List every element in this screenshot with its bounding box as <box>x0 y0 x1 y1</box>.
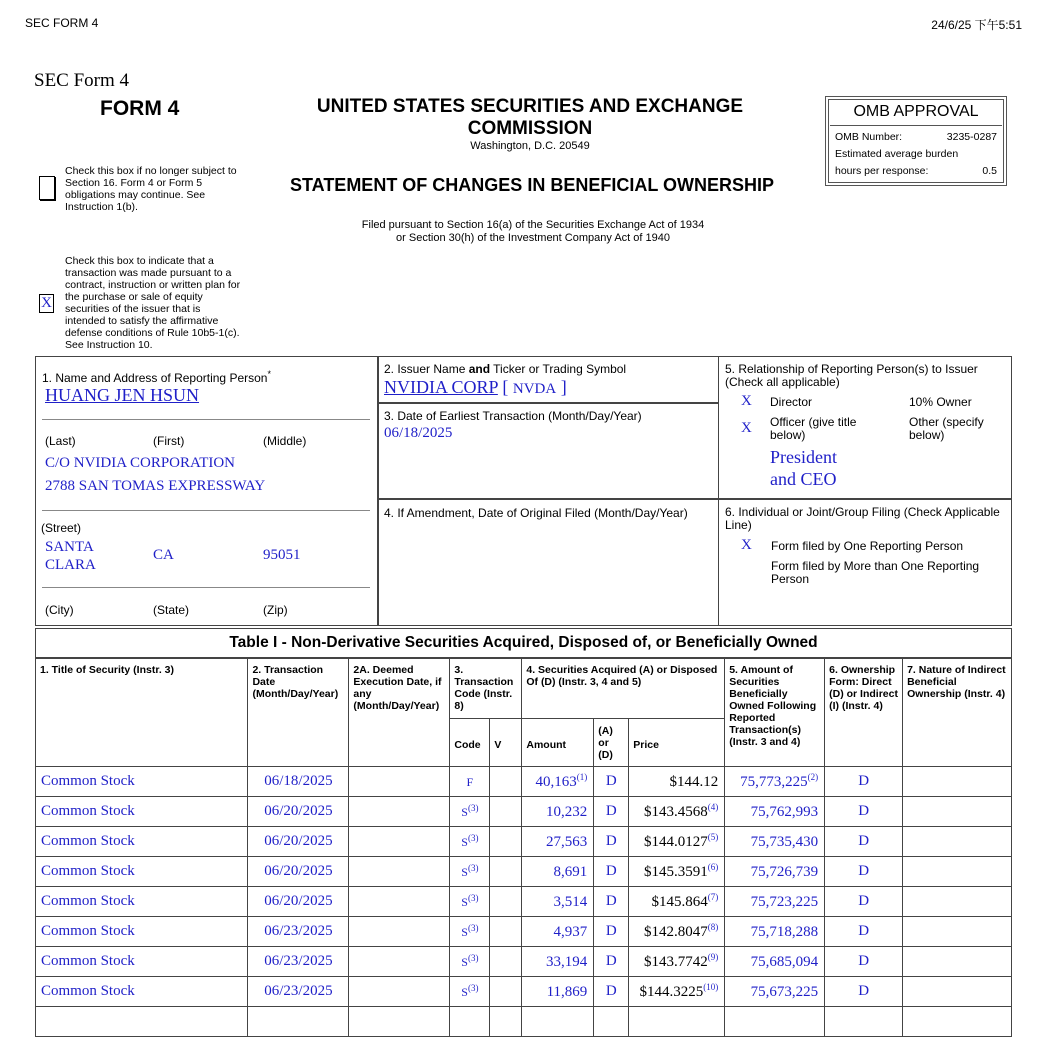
code-footnote: (3) <box>467 893 479 903</box>
v-cell <box>490 917 522 947</box>
deemed-date-cell <box>349 917 450 947</box>
table-row <box>36 797 1012 827</box>
amount-value: 10,232 <box>546 804 588 820</box>
col-aord-header: (A) or (D) <box>594 719 629 767</box>
v-cell <box>490 887 522 917</box>
code-cell <box>450 827 490 857</box>
print-header-timestamp: 24/6/25 下午5:51 <box>931 18 1022 32</box>
price-cell <box>629 827 725 857</box>
ownership-form-cell: D <box>825 947 903 977</box>
transaction-date-cell: 06/23/2025 <box>248 917 349 947</box>
one-person-label: Form filed by One Reporting Person <box>771 539 964 553</box>
reporting-person-name-link[interactable]: HUANG JEN HSUN <box>45 385 200 405</box>
aord-cell: D <box>594 827 629 857</box>
officer-label: Officer (give title below) <box>770 415 857 442</box>
omb-hours-row <box>835 165 997 177</box>
table-row <box>36 857 1012 887</box>
filed-line-1: Filed pursuant to Section 16(a) of the Securities Exchange Act of 1934 <box>361 219 705 231</box>
city-line-1: SANTA <box>45 539 94 555</box>
col-deemed-date-header: 2A. Deemed Execution Date, if any (Month/Day/Year) <box>349 659 450 767</box>
table-row <box>36 887 1012 917</box>
aord-cell: D <box>594 947 629 977</box>
code-footnote: (3) <box>467 803 479 813</box>
ticker-symbol: NVDA <box>512 381 557 397</box>
earliest-transaction-label: 3. Date of Earliest Transaction (Month/Day/Year) <box>384 409 642 423</box>
transaction-date-cell: 06/20/2025 <box>248 857 349 887</box>
table-row <box>36 827 1012 857</box>
omb-number-value: 3235-0287 <box>946 131 997 143</box>
v-cell <box>490 857 522 887</box>
ownership-form-cell: D <box>825 977 903 1007</box>
code-cell <box>450 797 490 827</box>
city-label: (City) <box>45 603 74 617</box>
security-title-link[interactable]: Common Stock <box>41 893 135 909</box>
relationship-sublabel: (Check all applicable) <box>725 375 840 389</box>
amount-owned-value: 75,723,225 <box>750 894 819 910</box>
ticker-bracket-open: [ <box>502 377 509 397</box>
amount-cell <box>522 887 594 917</box>
code-value: S <box>461 985 468 999</box>
omb-number-row <box>835 131 997 143</box>
amount-cell <box>522 947 594 977</box>
amount-cell <box>522 977 594 1007</box>
amount-owned-value: 75,673,225 <box>750 984 819 1000</box>
code-footnote: (3) <box>467 923 479 933</box>
omb-number-label: OMB Number: <box>835 131 903 143</box>
price-value: $143.7742 <box>643 954 708 970</box>
price-footnote: (10) <box>703 982 719 992</box>
price-cell <box>629 797 725 827</box>
amount-owned-value: 75,685,094 <box>750 954 819 970</box>
city-line-2: CLARA <box>45 557 96 573</box>
col-v-header: V <box>490 719 522 767</box>
code-value: S <box>461 805 468 819</box>
col-amount-header: Amount <box>522 719 594 767</box>
code-value: S <box>461 955 468 969</box>
print-header-title: SEC FORM 4 <box>25 16 99 30</box>
officer-title-line-1: President <box>770 447 837 467</box>
nature-cell <box>903 977 1012 1007</box>
one-person-mark: X <box>741 537 752 553</box>
amount-owned-cell <box>725 767 825 797</box>
security-title-link[interactable]: Common Stock <box>41 803 135 819</box>
price-footnote: (5) <box>707 832 719 842</box>
amount-cell <box>522 827 594 857</box>
code-value: F <box>466 775 474 789</box>
amount-owned-cell <box>725 887 825 917</box>
sec-form-label: SEC Form 4 <box>34 70 130 91</box>
code-cell <box>450 947 490 977</box>
nature-cell <box>903 827 1012 857</box>
transaction-date-cell: 06/23/2025 <box>248 977 349 1007</box>
amount-owned-value: 75,718,288 <box>750 924 819 940</box>
transaction-date-cell: 06/20/2025 <box>248 887 349 917</box>
amount-value: 4,937 <box>553 924 588 940</box>
price-value: $144.0127 <box>643 834 708 850</box>
aord-cell: D <box>594 917 629 947</box>
code-value: S <box>461 895 468 909</box>
officer-mark: X <box>741 420 752 436</box>
transaction-date-cell: 06/18/2025 <box>248 767 349 797</box>
nature-cell <box>903 857 1012 887</box>
other-label: Other (specify below) <box>909 415 984 442</box>
price-value: $143.4568 <box>643 804 708 820</box>
issuer-value <box>384 377 567 398</box>
middle-label: (Middle) <box>263 434 307 448</box>
ten-percent-owner-label: 10% Owner <box>909 395 972 409</box>
security-title-cell <box>36 977 248 1007</box>
price-value: $142.8047 <box>643 924 708 940</box>
deemed-date-cell <box>349 767 450 797</box>
amount-owned-cell <box>725 797 825 827</box>
security-title-link[interactable]: Common Stock <box>41 863 135 879</box>
filing-box <box>718 498 1012 626</box>
price-cell <box>629 887 725 917</box>
issuer-label: 2. Issuer Name and Ticker or Trading Symbol <box>384 362 627 376</box>
code-value: S <box>461 865 468 879</box>
deemed-date-cell <box>349 887 450 917</box>
earliest-transaction-date: 06/18/2025 <box>384 425 453 441</box>
ownership-form-cell: D <box>825 887 903 917</box>
aord-cell: D <box>594 857 629 887</box>
v-cell <box>490 947 522 977</box>
state-label: (State) <box>153 603 190 617</box>
first-label: (First) <box>153 434 185 448</box>
omb-hours-label: hours per response: <box>835 165 929 177</box>
zip-value: 95051 <box>263 547 301 563</box>
table-row <box>36 767 1012 797</box>
code-cell <box>450 767 490 797</box>
omb-divider <box>830 125 1002 126</box>
street-rule <box>42 510 370 511</box>
security-title-cell <box>36 857 248 887</box>
aord-cell: D <box>594 797 629 827</box>
form-title: FORM 4 <box>100 97 180 120</box>
ticker-bracket-close: ] <box>560 377 567 397</box>
nature-cell <box>903 887 1012 917</box>
security-title-link[interactable]: Common Stock <box>41 983 135 999</box>
amount-cell <box>522 857 594 887</box>
state-value: CA <box>153 547 174 563</box>
more-person-label: Form filed by More than One Reporting Person <box>771 559 980 586</box>
price-value: $144.3225 <box>639 984 704 1000</box>
code-footnote: (3) <box>467 863 479 873</box>
table-row <box>36 947 1012 977</box>
filed-pursuant <box>300 219 766 245</box>
agency-line-2: COMMISSION <box>467 118 593 139</box>
col-ownership-form-header: 6. Ownership Form: Direct (D) or Indirect (I) (Instr. 4) <box>825 659 903 767</box>
col-date-header: 2. Transaction Date (Month/Day/Year) <box>248 659 349 767</box>
amount-owned-cell <box>725 827 825 857</box>
officer-title <box>770 446 837 490</box>
ownership-form-cell: D <box>825 857 903 887</box>
v-cell <box>490 797 522 827</box>
issuer-name-link[interactable]: NVIDIA CORP <box>384 377 498 397</box>
price-value: $144.12 <box>669 774 719 790</box>
amount-owned-value: 75,762,993 <box>750 804 819 820</box>
agency-name <box>300 96 760 140</box>
name-rule <box>42 419 370 420</box>
omb-approval-box <box>825 96 1007 186</box>
amount-cell <box>522 767 594 797</box>
reporting-person-box <box>35 356 379 626</box>
security-title-cell <box>36 827 248 857</box>
aord-cell: D <box>594 887 629 917</box>
col-price-header: Price <box>629 719 725 767</box>
amount-value: 40,163 <box>535 774 577 790</box>
price-footnote: (8) <box>707 922 719 932</box>
nature-cell <box>903 947 1012 977</box>
price-cell <box>629 977 725 1007</box>
amendment-box <box>377 498 719 626</box>
code-footnote: (3) <box>467 833 479 843</box>
amount-owned-cell <box>725 917 825 947</box>
deemed-date-cell <box>349 947 450 977</box>
aord-cell: D <box>594 977 629 1007</box>
security-title-cell <box>36 887 248 917</box>
amount-owned-cell <box>725 977 825 1007</box>
city-rule <box>42 587 370 588</box>
security-title-cell <box>36 947 248 977</box>
col-title-header: 1. Title of Security (Instr. 3) <box>36 659 248 767</box>
deemed-date-cell <box>349 827 450 857</box>
section16-checkbox[interactable] <box>39 176 55 200</box>
rule10b5-text: Check this box to indicate that a transaction was made pursuant to a contract, instruction or written plan for the purchase or sale of equity securities of the issuer that is intended to satisfy the affirmative defense conditions of Rule 10b5-1(c). See Instruction 10. <box>65 255 241 351</box>
earliest-transaction-box <box>377 402 719 500</box>
v-cell <box>490 767 522 797</box>
price-cell <box>629 767 725 797</box>
security-title-link[interactable]: Common Stock <box>41 953 135 969</box>
table-row <box>36 917 1012 947</box>
security-title-cell <box>36 767 248 797</box>
ownership-form-cell: D <box>825 917 903 947</box>
col-amount-owned-header: 5. Amount of Securities Beneficially Owned Following Reported Transaction(s) (Instr. 3 and 4) <box>725 659 825 767</box>
code-cell <box>450 857 490 887</box>
table1-title: Table I - Non-Derivative Securities Acquired, Disposed of, or Beneficially Owned <box>35 628 1012 658</box>
agency-line-1: UNITED STATES SECURITIES AND EXCHANGE <box>316 96 744 117</box>
director-label: Director <box>770 395 813 409</box>
code-cell <box>450 977 490 1007</box>
v-cell <box>490 827 522 857</box>
amount-owned-value: 75,735,430 <box>750 834 819 850</box>
amount-value: 11,869 <box>546 984 588 1000</box>
table-row <box>36 977 1012 1007</box>
transaction-date-cell: 06/20/2025 <box>248 827 349 857</box>
security-title-link[interactable]: Common Stock <box>41 773 135 789</box>
omb-hours-value: 0.5 <box>982 165 997 177</box>
price-footnote: (6) <box>707 862 719 872</box>
transaction-date-cell: 06/23/2025 <box>248 947 349 977</box>
ownership-form-cell: D <box>825 797 903 827</box>
security-title-cell <box>36 797 248 827</box>
price-footnote: (9) <box>707 952 719 962</box>
zip-label: (Zip) <box>263 603 288 617</box>
last-label: (Last) <box>45 434 76 448</box>
price-value: $145.864 <box>651 894 708 910</box>
code-cell <box>450 887 490 917</box>
code-value: S <box>461 835 468 849</box>
nature-cell <box>903 797 1012 827</box>
amount-owned-value: 75,773,225 <box>740 774 808 790</box>
omb-title: OMB APPROVAL <box>853 103 979 120</box>
deemed-date-cell <box>349 857 450 887</box>
code-footnote: (3) <box>467 953 479 963</box>
amendment-label: 4. If Amendment, Date of Original Filed (Month/Day/Year) <box>384 506 688 520</box>
nature-cell <box>903 917 1012 947</box>
filing-label: 6. Individual or Joint/Group Filing (Check Applicable Line) <box>725 505 1000 532</box>
amount-owned-cell <box>725 947 825 977</box>
amount-value: 27,563 <box>546 834 588 850</box>
price-footnote: (4) <box>707 802 719 812</box>
amount-owned-footnote: (2) <box>807 772 819 782</box>
section16-text: Check this box if no longer subject to Section 16. Form 4 or Form 5 obligations may continue. See Instruction 1(b). <box>65 165 237 213</box>
code-footnote: (3) <box>467 983 479 993</box>
amount-cell <box>522 917 594 947</box>
col-code-header: Code <box>450 719 490 767</box>
table1 <box>35 658 1012 1037</box>
v-cell <box>490 977 522 1007</box>
price-value: $145.3591 <box>643 864 708 880</box>
street-label: (Street) <box>41 521 82 535</box>
col-securities-group-header: 4. Securities Acquired (A) or Disposed Of (D) (Instr. 3, 4 and 5) <box>522 659 725 719</box>
security-title-link[interactable]: Common Stock <box>41 833 135 849</box>
amount-value: 3,514 <box>553 894 588 910</box>
reporting-person-label: 1. Name and Address of Reporting Person* <box>42 369 271 385</box>
amount-footnote: (1) <box>576 772 588 782</box>
table-row <box>36 1007 1012 1037</box>
address-line-2: 2788 SAN TOMAS EXPRESSWAY <box>45 478 266 494</box>
statement-title: STATEMENT OF CHANGES IN BENEFICIAL OWNERSHIP <box>289 175 774 195</box>
omb-burden-label: Estimated average burden <box>835 148 959 160</box>
price-cell <box>629 947 725 977</box>
col-code-group-header: 3. Transaction Code (Instr. 8) <box>450 659 522 719</box>
ownership-form-cell: D <box>825 767 903 797</box>
amount-owned-cell <box>725 857 825 887</box>
address-line-1: C/O NVIDIA CORPORATION <box>45 455 236 471</box>
city-value <box>45 538 96 574</box>
amount-value: 33,194 <box>546 954 588 970</box>
officer-title-line-2: and CEO <box>770 469 837 489</box>
security-title-link[interactable]: Common Stock <box>41 923 135 939</box>
omb-burden-row <box>835 148 997 160</box>
deemed-date-cell <box>349 797 450 827</box>
amount-owned-value: 75,726,739 <box>750 864 819 880</box>
deemed-date-cell <box>349 977 450 1007</box>
table1-body <box>36 767 1012 1037</box>
director-mark: X <box>741 393 752 409</box>
price-footnote: (7) <box>707 892 719 902</box>
amount-value: 8,691 <box>553 864 588 880</box>
ownership-form-cell: D <box>825 827 903 857</box>
code-value: S <box>461 925 468 939</box>
price-cell <box>629 857 725 887</box>
relationship-box <box>718 356 1012 500</box>
filed-line-2: or Section 30(h) of the Investment Company Act of 1940 <box>396 232 670 244</box>
relationship-label: 5. Relationship of Reporting Person(s) to Issuer <box>725 362 978 376</box>
aord-cell: D <box>594 767 629 797</box>
nature-cell <box>903 767 1012 797</box>
rule10b5-checkbox[interactable]: X <box>39 294 54 313</box>
agency-location: Washington, D.C. 20549 <box>470 140 590 152</box>
transaction-date-cell: 06/20/2025 <box>248 797 349 827</box>
security-title-cell <box>36 917 248 947</box>
col-nature-header: 7. Nature of Indirect Beneficial Ownership (Instr. 4) <box>903 659 1012 767</box>
code-cell <box>450 917 490 947</box>
amount-cell <box>522 797 594 827</box>
price-cell <box>629 917 725 947</box>
issuer-box <box>377 356 719 404</box>
